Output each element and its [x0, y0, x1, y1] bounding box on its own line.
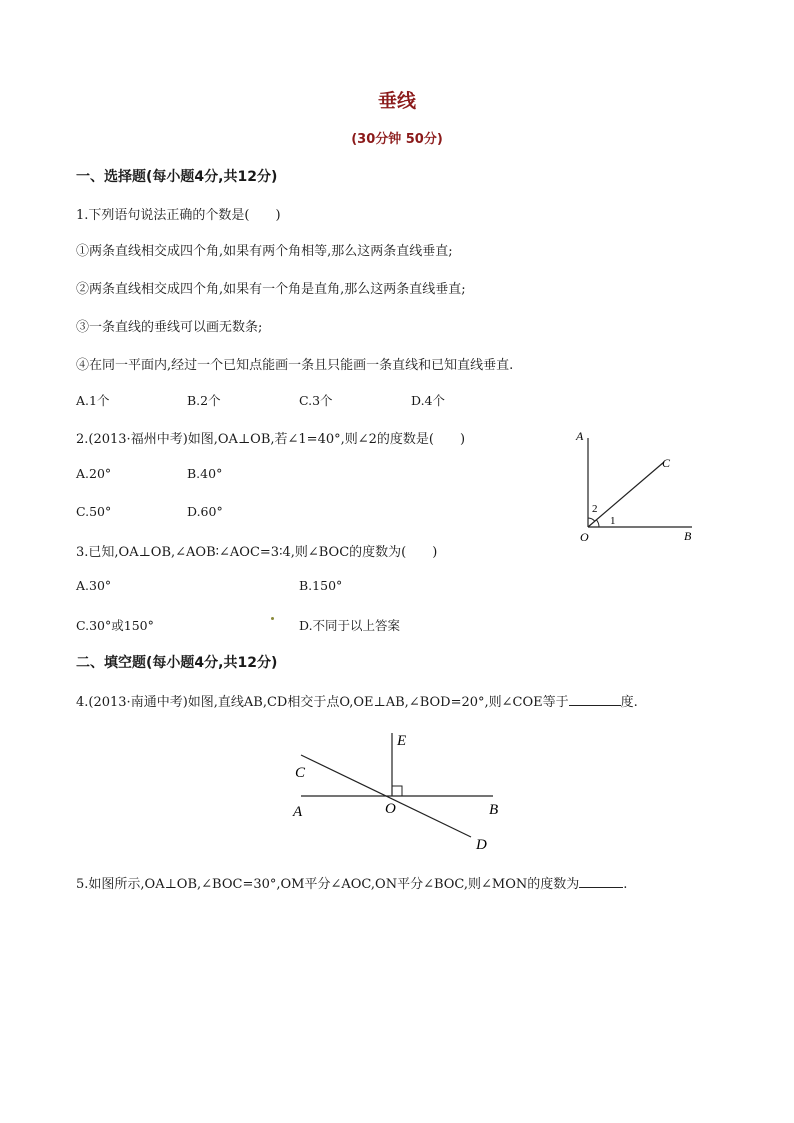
- label-angle-1: 1: [610, 515, 616, 527]
- question-5-answer-blank[interactable]: [579, 875, 623, 888]
- question-3-stem: 3.已知,OA⊥OB,∠AOB∶∠AOC=3∶4,则∠BOC的度数为( ): [76, 545, 438, 560]
- question-1-option-b: B.2个: [187, 393, 221, 408]
- question-2-option-a: A.20°: [76, 466, 112, 481]
- question-1-statement-3: ③一条直线的垂线可以画无数条;: [76, 320, 263, 335]
- question-1-stem: 1.下列语句说法正确的个数是( ): [76, 208, 281, 223]
- question-1-option-d: D.4个: [411, 393, 446, 408]
- label-c: C: [295, 765, 306, 781]
- question-1-statement-4: ④在同一平面内,经过一个已知点能画一条且只能画一条直线和已知直线垂直.: [76, 358, 514, 373]
- stray-mark: [271, 617, 274, 620]
- question-4: [76, 691, 638, 710]
- label-a: A: [576, 429, 584, 443]
- question-4-suffix: 度.: [620, 695, 638, 710]
- label-o: O: [580, 530, 589, 544]
- question-5-stem: 5.如图所示,OA⊥OB,∠BOC=30°,OM平分∠AOC,ON平分∠BOC,则∠MON的度数为: [76, 877, 580, 892]
- label-a: A: [293, 804, 303, 820]
- label-b: B: [489, 802, 499, 818]
- section-heading-fill-in: 二、填空题(每小题4分,共12分): [76, 655, 278, 671]
- page-title: 垂线: [377, 90, 416, 112]
- question-2-figure: [560, 420, 710, 550]
- question-4-figure: [285, 725, 515, 860]
- angle-2-arc: [588, 518, 595, 521]
- right-angle-mark: [392, 786, 402, 796]
- question-2-option-b: B.40°: [187, 466, 223, 481]
- label-angle-2: 2: [592, 503, 598, 515]
- question-1-statement-2: ②两条直线相交成四个角,如果有一个角是直角,那么这两条直线垂直;: [76, 282, 466, 297]
- question-2-option-d: D.60°: [187, 504, 223, 519]
- question-3-option-d: D.不同于以上答案: [299, 618, 401, 633]
- label-o: O: [385, 801, 396, 817]
- question-3-option-c: C.30°或150°: [76, 618, 154, 633]
- label-e: E: [397, 733, 407, 749]
- question-4-stem: 4.(2013·南通中考)如图,直线AB,CD相交于点O,OE⊥AB,∠BOD=20°,则∠COE等于: [76, 695, 569, 710]
- question-2-stem: 2.(2013·福州中考)如图,OA⊥OB,若∠1=40°,则∠2的度数是( ): [76, 432, 466, 447]
- angle-1-arc: [596, 520, 599, 527]
- question-1-option-c: C.3个: [299, 393, 333, 408]
- question-2-option-c: C.50°: [76, 504, 112, 519]
- question-3-option-a: A.30°: [76, 578, 112, 593]
- ray-oc: [588, 462, 664, 527]
- question-5: [76, 873, 627, 892]
- section-heading-choice: 一、选择题(每小题4分,共12分): [76, 169, 278, 185]
- question-1-option-a: A.1个: [76, 393, 110, 408]
- question-5-suffix: .: [623, 877, 628, 892]
- question-1-statement-1: ①两条直线相交成四个角,如果有两个角相等,那么这两条直线垂直;: [76, 244, 453, 259]
- label-d: D: [476, 837, 487, 853]
- page-subtitle: (30分钟 50分): [351, 132, 443, 147]
- question-3-option-b: B.150°: [299, 578, 343, 593]
- question-4-answer-blank[interactable]: [569, 693, 621, 706]
- label-b: B: [684, 529, 692, 543]
- label-c: C: [662, 456, 671, 470]
